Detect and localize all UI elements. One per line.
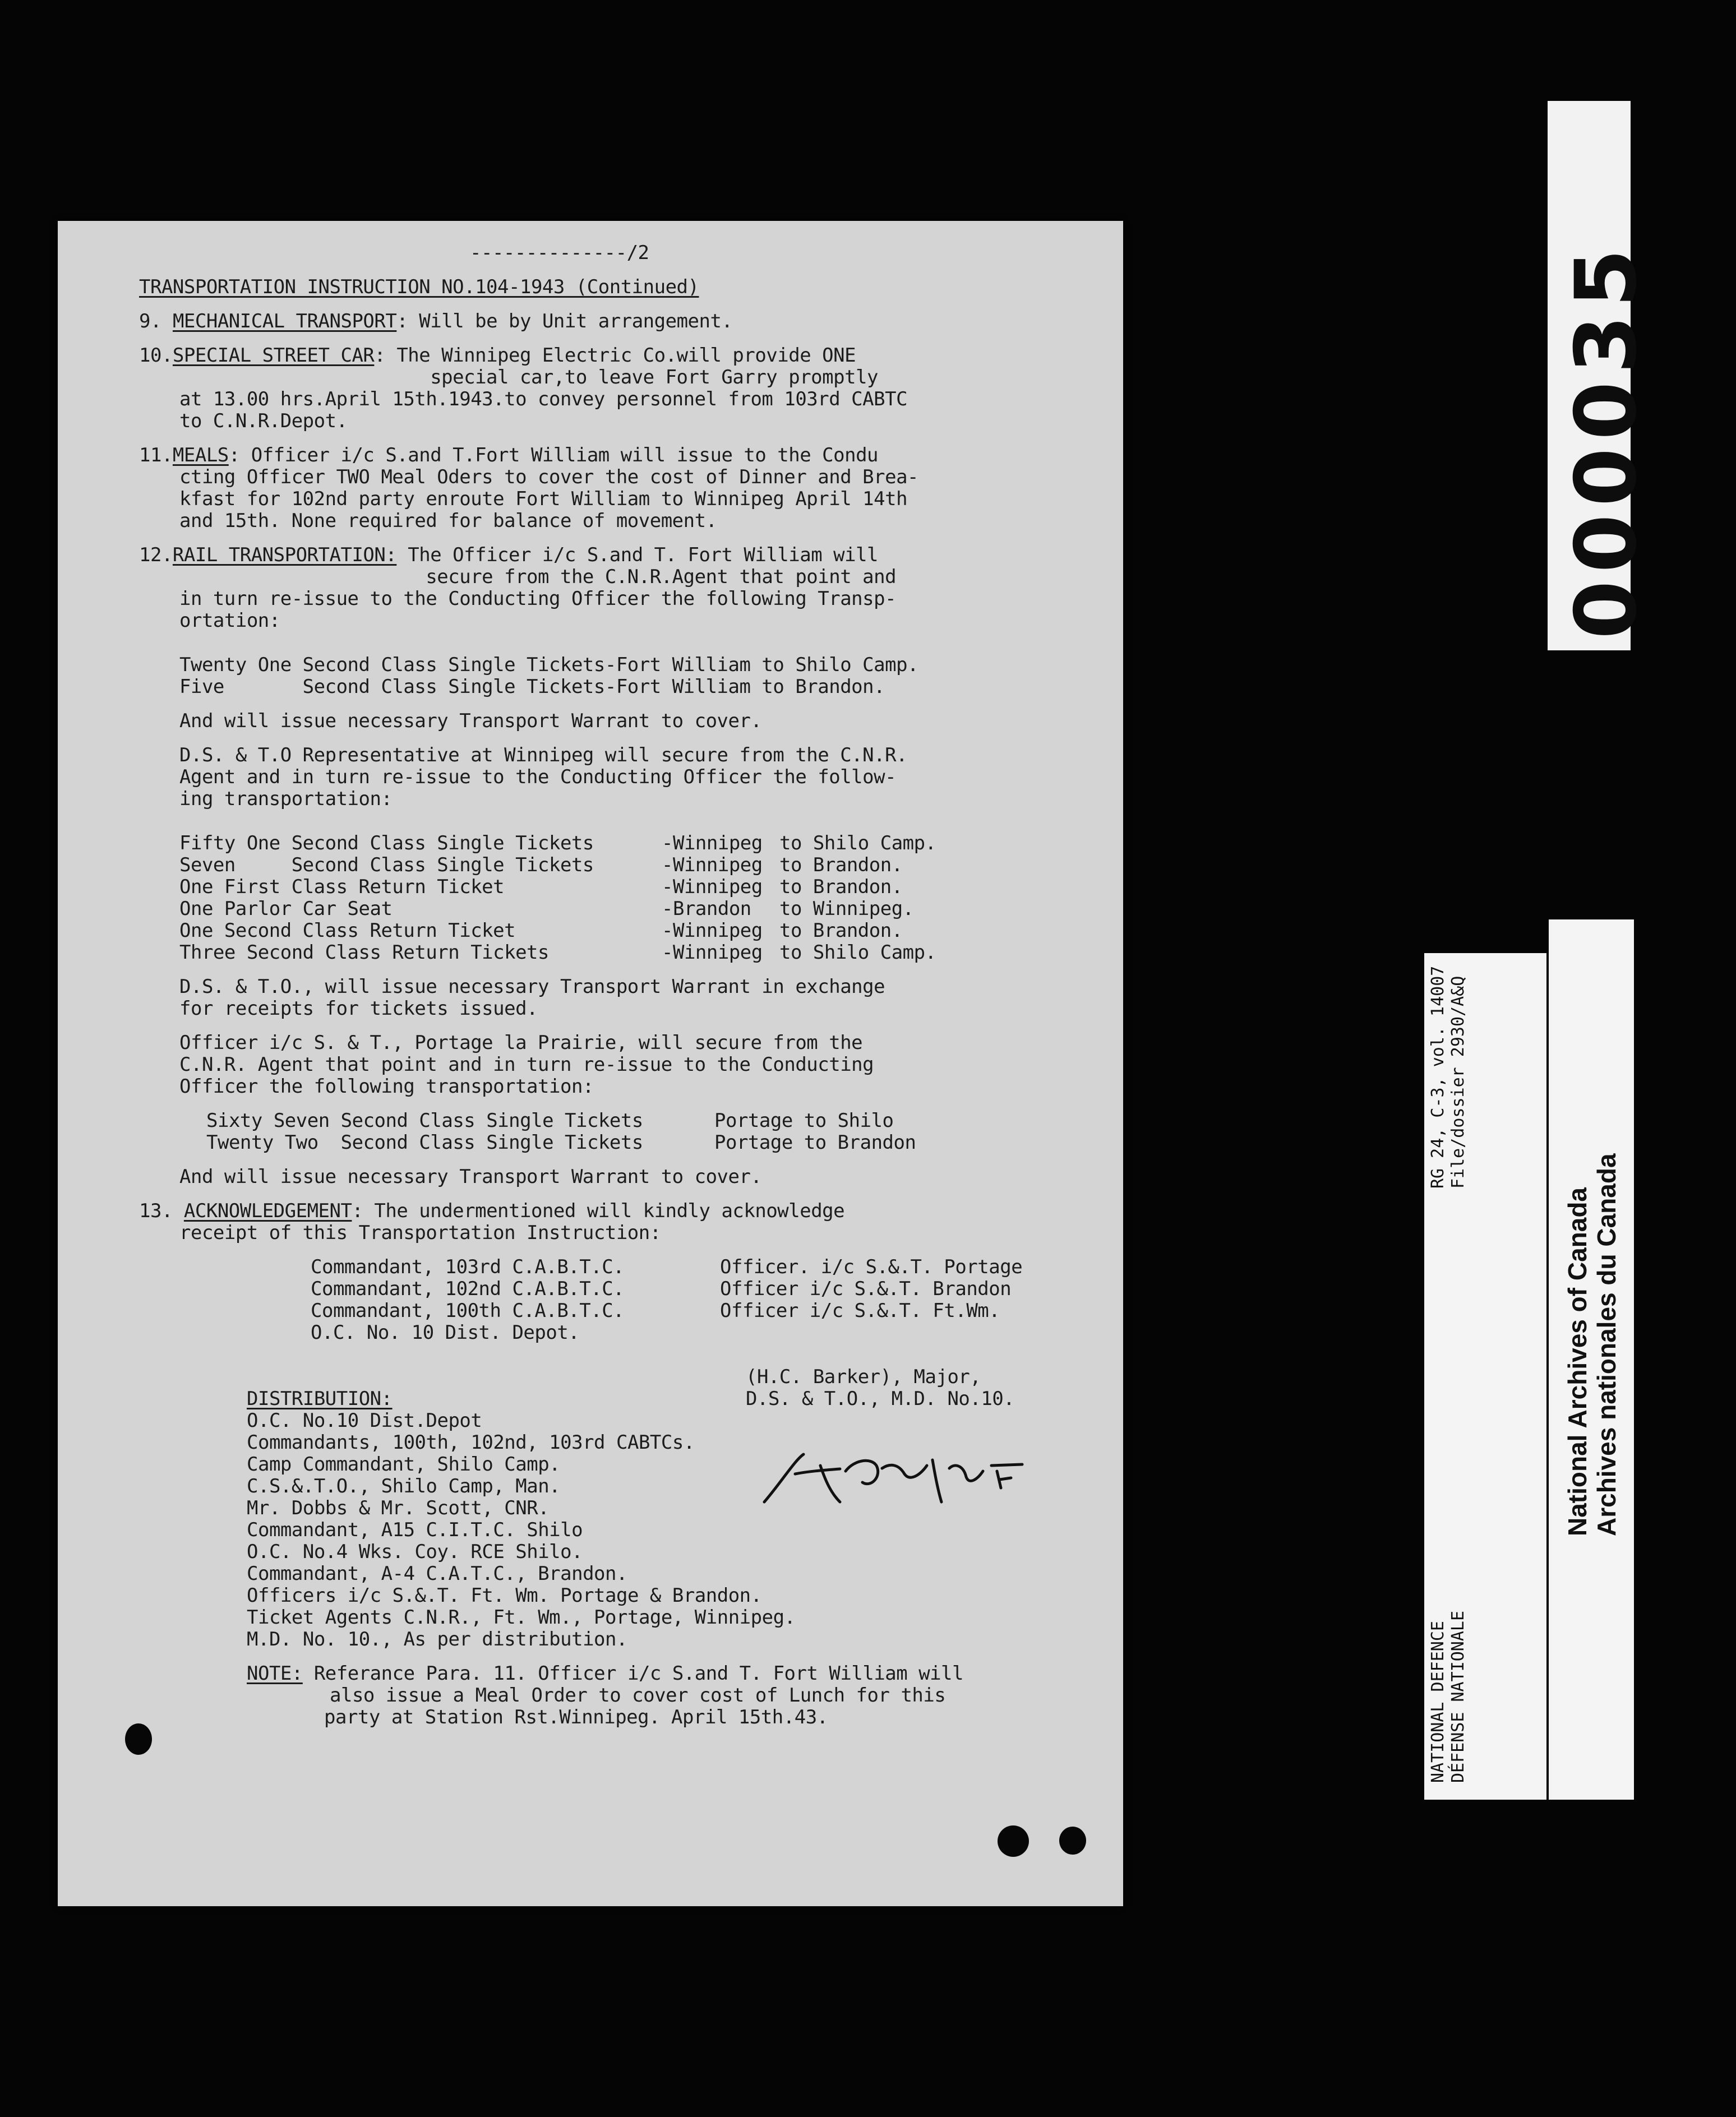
institution-en: National Archives of Canada (1563, 1187, 1592, 1536)
distribution-item: C.S.&.T.O., Shilo Camp, Man. (247, 1475, 561, 1497)
warrant-line: for receipts for tickets issued. (179, 997, 538, 1020)
archive-reference-label (1424, 953, 1546, 1800)
distribution-item: Commandant, A-4 C.A.T.C., Brandon. (247, 1563, 627, 1585)
ds-line: Agent and in turn re-issue to the Conducting Officer the follow- (179, 766, 897, 788)
para-11: 11.MEALS: Officer i/c S.and T.Fort William will issue to the Condu (139, 444, 879, 466)
institution-fr: Archives nationales du Canada (1592, 1153, 1621, 1536)
reference-line: File/dossier 2930/A&Q (1448, 976, 1468, 1189)
ticket-line: Twenty One Second Class Single Tickets-Fort William to Shilo Camp. (179, 654, 919, 676)
ack-row: Commandant, 103rd C.A.B.T.C. Officer. i/c S.&.T. Portage (311, 1256, 1023, 1278)
para-12: 12.RAIL TRANSPORTATION: The Officer i/c S.and T. Fort William will (139, 544, 879, 566)
warrant-line: D.S. & T.O., will issue necessary Transport Warrant in exchange (179, 976, 885, 998)
archive-stamp-number: 000035 (1558, 241, 1655, 639)
para-10-line: to C.N.R.Depot. (179, 410, 348, 432)
department-fr: DÉFENSE NATIONALE (1448, 1610, 1468, 1783)
ack-row: O.C. No. 10 Dist. Depot. (311, 1321, 580, 1344)
ticket-row: Sixty Seven Second Class Single Tickets Portage to Shilo (206, 1110, 894, 1132)
document-page (58, 221, 1123, 1906)
para-11-heading: MEALS (172, 444, 229, 466)
para-12-heading: RAIL TRANSPORTATION: (172, 544, 397, 566)
reference-line: RG 24, C-3, vol. 14007 (1428, 965, 1448, 1189)
distribution-item: Camp Commandant, Shilo Camp. (247, 1453, 561, 1476)
ds-line: ing transportation: (179, 788, 393, 810)
para-10-line: at 13.00 hrs.April 15th.1943.to convey personnel from 103rd CABTC (179, 388, 908, 410)
note-line: also issue a Meal Order to cover cost of Lunch for this (330, 1684, 946, 1707)
para-13: 13. ACKNOWLEDGEMENT: The undermentioned will kindly acknowledge (139, 1200, 845, 1222)
distribution-item: Mr. Dobbs & Mr. Scott, CNR. (247, 1497, 550, 1519)
distribution-heading: DISTRIBUTION: (247, 1388, 393, 1410)
signatory-name: (H.C. Barker), Major, (746, 1366, 981, 1388)
para-11-line: and 15th. None required for balance of movement. (179, 510, 717, 532)
ack-row: Commandant, 102nd C.A.B.T.C. Officer i/c S.&.T. Brandon (311, 1278, 1012, 1300)
distribution-item: M.D. No. 10., As per distribution. (247, 1628, 627, 1651)
distribution-item: Commandants, 100th, 102nd, 103rd CABTCs. (247, 1431, 695, 1454)
punch-hole (998, 1825, 1029, 1857)
para-12-line: in turn re-issue to the Conducting Officer the following Transp- (179, 588, 897, 610)
ack-row: Commandant, 100th C.A.B.T.C. Officer i/c S.&.T. Ft.Wm. (311, 1300, 1000, 1322)
ticket-row: Seven Second Class Single Tickets -Winnipeg to Brandon. (179, 854, 903, 876)
para-13-heading: ACKNOWLEDGEMENT (183, 1200, 352, 1222)
para-9: 9. MECHANICAL TRANSPORT: Will be by Unit arrangement. (139, 310, 733, 332)
para-13-line: receipt of this Transportation Instruction: (179, 1222, 661, 1244)
distribution-item: Officers i/c S.&.T. Ft. Wm. Portage & Brandon. (247, 1584, 762, 1607)
portage-line: Officer the following transportation: (179, 1075, 594, 1098)
distribution-item: Commandant, A15 C.I.T.C. Shilo (247, 1519, 583, 1541)
archive-stamp (1548, 101, 1655, 650)
handwritten-signature (742, 1449, 1123, 1510)
para-10-heading: SPECIAL STREET CAR (172, 344, 375, 367)
distribution-heading-row (139, 1388, 1104, 1410)
ticket-row: Twenty Two Second Class Single Tickets Portage to Brandon (206, 1131, 916, 1154)
distribution-item: O.C. No.4 Wks. Coy. RCE Shilo. (247, 1541, 583, 1563)
ticket-row: One First Class Return Ticket -Winnipeg to Brandon. (179, 876, 903, 898)
portage-line: C.N.R. Agent that point and in turn re-issue to the Conducting (179, 1053, 874, 1076)
distribution-item: Ticket Agents C.N.R., Ft. Wm., Portage, Winnipeg. (247, 1606, 796, 1629)
punch-hole (1059, 1827, 1086, 1855)
para-10-line: special car,to leave Fort Garry promptly (139, 366, 879, 389)
para-11-line: cting Officer TWO Meal Oders to cover the cost of Dinner and Brea- (179, 466, 919, 488)
para-9-heading: MECHANICAL TRANSPORT (172, 310, 397, 332)
note-heading: NOTE: (247, 1662, 303, 1685)
para-11-line: kfast for 102nd party enroute Fort William to Winnipeg April 14th (179, 488, 908, 510)
para-12-line: secure from the C.N.R.Agent that point and (179, 566, 897, 588)
note: NOTE: Referance Para. 11. Officer i/c S.and T. Fort William will (247, 1662, 964, 1685)
punch-hole (125, 1723, 152, 1755)
document-title: TRANSPORTATION INSTRUCTION NO.104-1943 (Continued) (139, 276, 699, 298)
signatory-title: D.S. & T.O., M.D. No.10. (746, 1388, 1015, 1410)
para-10: 10.SPECIAL STREET CAR: The Winnipeg Electric Co.will provide ONE (139, 344, 856, 367)
archive-institution-label (1549, 919, 1634, 1800)
ds-line: D.S. & T.O Representative at Winnipeg will secure from the C.N.R. (179, 744, 908, 766)
ticket-row: One Second Class Return Ticket -Winnipeg to Brandon. (179, 919, 903, 942)
ticket-row: One Parlor Car Seat -Brandon to Winnipeg. (179, 898, 914, 920)
warrant-line: And will issue necessary Transport Warrant to cover. (179, 1166, 762, 1188)
para-12-line: ortation: (179, 609, 280, 632)
warrant-line: And will issue necessary Transport Warrant to cover. (179, 710, 762, 732)
ticket-row: Three Second Class Return Tickets -Winnipeg to Shilo Camp. (179, 941, 936, 964)
ticket-row: Fifty One Second Class Single Tickets -Winnipeg to Shilo Camp. (179, 832, 936, 854)
department-en: NATIONAL DEFENCE (1428, 1621, 1448, 1783)
page-marker: --------------/2 (470, 242, 649, 264)
note-line: party at Station Rst.Winnipeg. April 15th.43. (324, 1706, 828, 1728)
distribution-item: O.C. No.10 Dist.Depot (247, 1409, 482, 1432)
ticket-line: Five Second Class Single Tickets-Fort William to Brandon. (179, 676, 885, 698)
portage-line: Officer i/c S. & T., Portage la Prairie, will secure from the (179, 1032, 863, 1054)
